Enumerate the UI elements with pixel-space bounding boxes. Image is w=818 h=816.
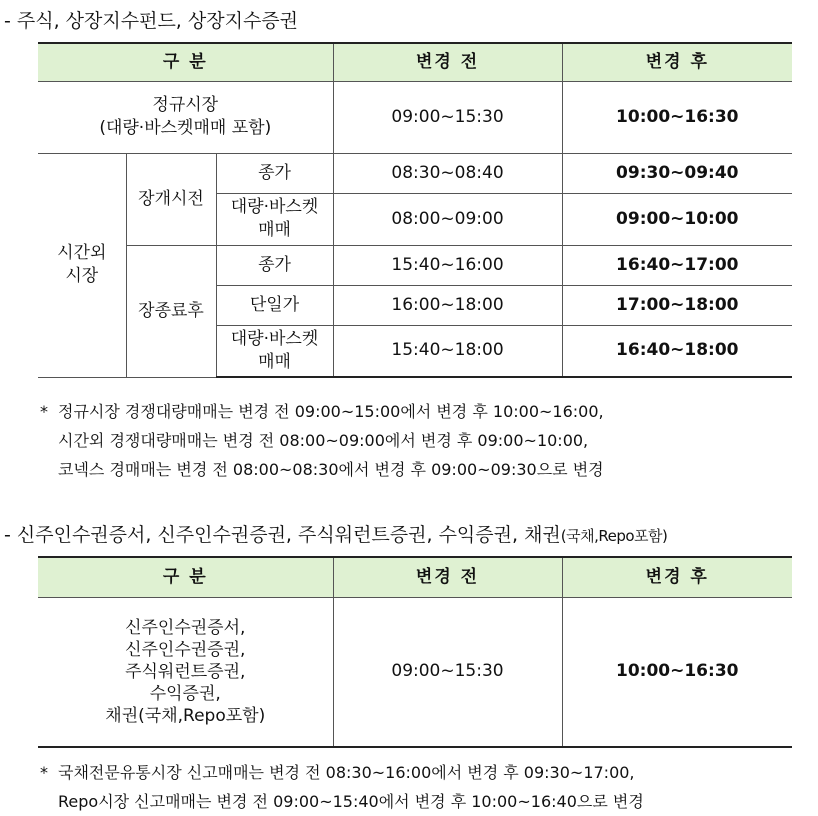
section2-notes (40, 758, 644, 816)
pre-open-label: 장개시전 (126, 153, 216, 245)
note-line: Repo시장 신고매매는 변경 전 09:00~15:40에서 변경 후 10:00~16:40으로 변경 (58, 792, 644, 811)
section1-notes (40, 397, 604, 484)
note-line: * 국채전문유통시장 신고매매는 변경 전 08:30~16:00에서 변경 후 09:30~17:00, (40, 763, 635, 782)
post-close-label: 장종료후 (126, 245, 216, 377)
section1-title: - 주식, 상장지수펀드, 상장지수증권 (4, 10, 299, 32)
header-before: 변경 전 (333, 557, 562, 597)
table-row (38, 597, 792, 747)
pre-open-after: 09:00~10:00 (562, 193, 792, 245)
pre-open-before: 08:30~08:40 (333, 153, 562, 193)
header-category: 구 분 (38, 557, 333, 597)
securities-before: 09:00~15:30 (333, 597, 562, 747)
post-close-after: 17:00~18:00 (562, 285, 792, 325)
pre-open-type: 대량·바스켓 매매 (216, 193, 333, 245)
trading-hours-table-stocks (38, 42, 792, 378)
post-close-before: 15:40~18:00 (333, 325, 562, 377)
pre-open-after: 09:30~09:40 (562, 153, 792, 193)
note-line: * 정규시장 경쟁대량매매는 변경 전 09:00~15:00에서 변경 후 10:00~16:00, (40, 402, 604, 421)
post-close-type: 대량·바스켓 매매 (216, 325, 333, 377)
table-row (38, 153, 792, 193)
pre-open-type: 종가 (216, 153, 333, 193)
off-hours-market-label: 시간외 시장 (38, 153, 126, 377)
header-category: 구 분 (38, 43, 333, 81)
post-close-before: 15:40~16:00 (333, 245, 562, 285)
post-close-type: 단일가 (216, 285, 333, 325)
securities-label: 신주인수권증서, 신주인수권증권, 주식워런트증권, 수익증권, 채권(국채,Repo포함) (38, 597, 333, 747)
post-close-after: 16:40~17:00 (562, 245, 792, 285)
note-line: 코넥스 경매매는 변경 전 08:00~08:30에서 변경 후 09:00~09:30으로 변경 (58, 460, 604, 479)
table-row-regular (38, 81, 792, 153)
regular-before: 09:00~15:30 (333, 81, 562, 153)
securities-after: 10:00~16:30 (562, 597, 792, 747)
section2-title: - 신주인수권증서, 신주인수권증권, 주식워런트증권, 수익증권, 채권(국채,Repo포함) (4, 524, 668, 546)
table-row (38, 245, 792, 285)
post-close-type: 종가 (216, 245, 333, 285)
regular-after: 10:00~16:30 (562, 81, 792, 153)
trading-hours-table-bonds (38, 556, 792, 748)
regular-market-label: 정규시장 (대량·바스켓매매 포함) (38, 81, 333, 153)
header-after: 변경 후 (562, 43, 792, 81)
post-close-after: 16:40~18:00 (562, 325, 792, 377)
post-close-before: 16:00~18:00 (333, 285, 562, 325)
header-before: 변경 전 (333, 43, 562, 81)
note-line: 시간외 경쟁대량매매는 변경 전 08:00~09:00에서 변경 후 09:00~10:00, (58, 431, 589, 450)
pre-open-before: 08:00~09:00 (333, 193, 562, 245)
header-after: 변경 후 (562, 557, 792, 597)
